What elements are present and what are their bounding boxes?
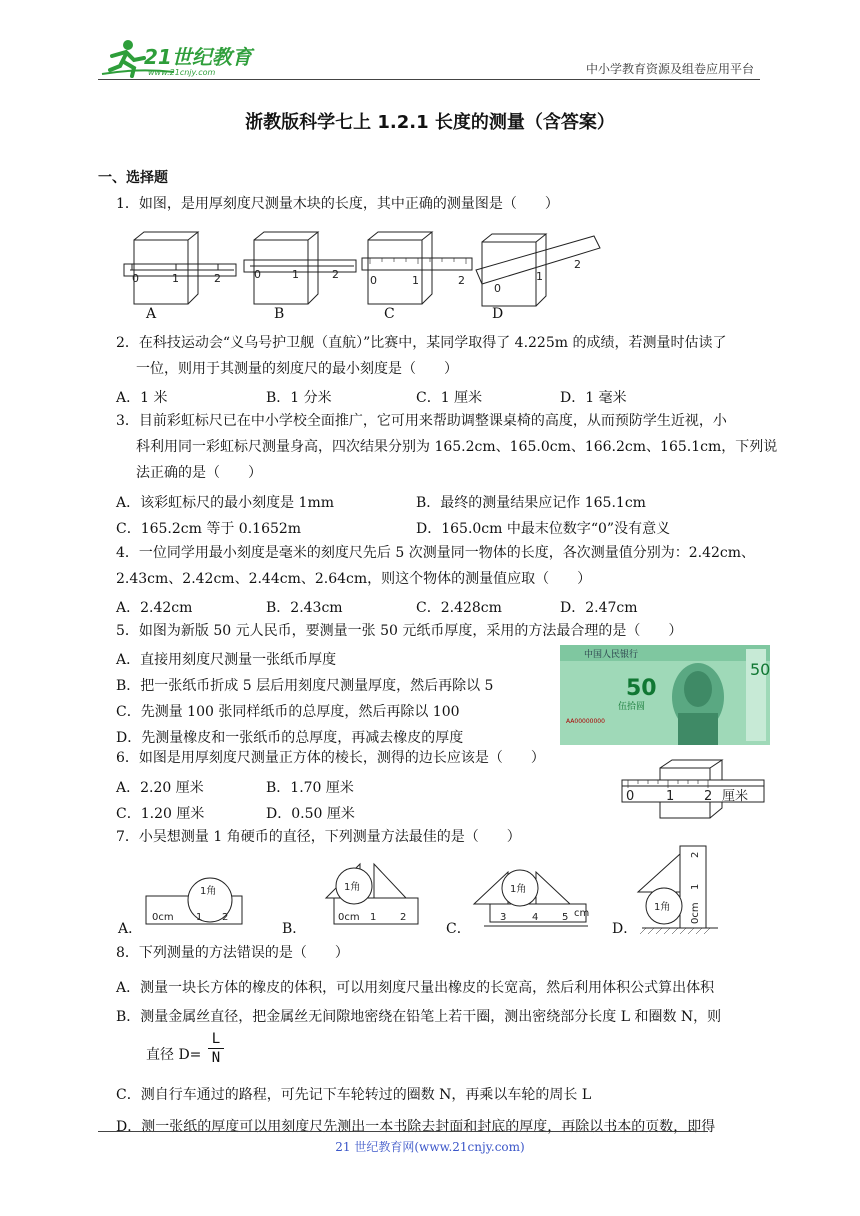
q7-a-tick-2: 2: [222, 912, 229, 923]
q6-option-d: D．0.50 厘米: [266, 806, 355, 822]
q4-option-d: D．2.47cm: [560, 600, 638, 616]
banknote-value: 50: [626, 676, 657, 701]
logo: [98, 38, 258, 80]
q7-coin-a: 1角: [200, 886, 217, 897]
header-divider: [98, 79, 760, 80]
svg-text:50: 50: [750, 660, 770, 679]
q7-coin-d: 1角: [654, 902, 671, 913]
q6-ruler-figure: [618, 758, 768, 822]
q8-line1: 8．下列测量的方法错误的是（ ）: [116, 945, 349, 961]
q1-label-d: D: [492, 306, 504, 322]
q8-option-a: A．测量一块长方体的橡皮的体积，可以用刻度尺量出橡皮的长宽高，然后利用体积公式算出体积: [116, 980, 715, 996]
banknote-words: 伍拾圆: [618, 702, 646, 712]
q2-option-c: C．1 厘米: [416, 390, 483, 406]
q2-option-a: A．1 米: [116, 390, 168, 406]
q5-option-a: A．直接用刻度尺测量一张纸币厚度: [116, 652, 337, 668]
q1-figure: [122, 228, 622, 328]
svg-text:1: 1: [536, 270, 543, 283]
q7-a-tick-1: 1: [196, 912, 203, 923]
q6-tick-1: 1: [666, 789, 675, 804]
banknote-serial: AA00000000: [566, 718, 605, 725]
q8-option-b-line1: B．测量金属丝直径，把金属丝无间隙地密绕在铅笔上若干圈，测出密绕部分长度 L 和圈数 N，则: [116, 1009, 722, 1025]
svg-text:2: 2: [574, 258, 581, 271]
q5-option-c: C．先测量 100 张同样纸币的总厚度，然后再除以 100: [116, 704, 460, 720]
q1-label-c: C: [384, 306, 395, 322]
q8-option-d: D．测一张纸的厚度可以用刻度尺先测出一本书除去封面和封底的厚度，再除以书本的页数，即得: [116, 1119, 716, 1135]
q7-a-tick-0: 0cm: [152, 912, 174, 923]
q3-option-a: A．该彩虹标尺的最小刻度是 1mm: [116, 495, 335, 511]
q4-option-a: A．2.42cm: [116, 600, 193, 616]
q7-b-tick-0: 0cm: [338, 912, 360, 923]
svg-text:1: 1: [412, 274, 419, 287]
q7-coin-b: 1角: [344, 882, 361, 893]
q7-label-a: A．: [118, 921, 143, 937]
q1-label-b: B: [274, 306, 285, 322]
q7-c-tick-0: 3: [500, 912, 507, 923]
q7-coin-c: 1角: [510, 884, 527, 895]
q2-line1: 2．在科技运动会“义乌号护卫舰（直航）”比赛中，某同学取得了 4.225m 的成绩，若测量时估读了: [116, 335, 727, 351]
q7-label-c: C．: [446, 921, 471, 937]
runner-logo-icon: [98, 38, 258, 80]
q1-text: 1．如图，是用厚刻度尺测量木块的长度，其中正确的测量图是（ ）: [116, 196, 559, 212]
banknote-bank: 中国人民银行: [584, 650, 639, 660]
q2-option-b: B．1 分米: [266, 390, 332, 406]
q8-fraction-numerator: L: [211, 1031, 221, 1047]
q7-figure: [138, 844, 778, 936]
q8-option-b-line2: 直径 D=: [146, 1047, 202, 1063]
footer-divider: [98, 1131, 708, 1132]
q8-fraction: [208, 1030, 224, 1067]
q4-line2: 2.43cm、2.42cm、2.44cm、2.64cm，则这个物体的测量值应取（ ）: [116, 571, 592, 587]
svg-text:0: 0: [370, 274, 377, 287]
q7-c-tick-2: 5: [562, 912, 569, 923]
q7-label-d: D．: [612, 921, 638, 937]
q2-option-d: D．1 毫米: [560, 390, 627, 406]
banknote-image: [560, 645, 770, 745]
footer-text: 21 世纪教育网(www.21cnjy.com): [335, 1140, 525, 1154]
page-title: 浙教版科学七上 1.2.1 长度的测量（含答案）: [245, 112, 615, 133]
q7-d-tick-0: 0cm: [690, 902, 701, 924]
q7-label-b: B．: [282, 921, 307, 937]
svg-text:0: 0: [494, 282, 501, 295]
logo-url: www.21cnjy.com: [148, 68, 216, 77]
q4-option-c: C．2.428cm: [416, 600, 502, 616]
svg-text:2: 2: [458, 274, 465, 287]
q5-option-b: B．把一张纸币折成 5 层后用刻度尺测量厚度，然后再除以 5: [116, 678, 494, 694]
q6-tick-0: 0: [626, 789, 635, 804]
q7-c-unit: cm: [574, 908, 590, 919]
svg-text:1: 1: [292, 268, 299, 281]
q7-c-tick-1: 4: [532, 912, 539, 923]
svg-text:0: 0: [254, 268, 261, 281]
q7-d-tick-1: 1: [690, 883, 701, 890]
svg-text:2: 2: [214, 272, 221, 285]
q4-option-b: B．2.43cm: [266, 600, 343, 616]
q3-line2: 科利用同一彩虹标尺测量身高，四次结果分别为 165.2cm、165.0cm、166.2cm、165.1cm，下列说: [136, 439, 778, 455]
q3-option-d: D．165.0cm 中最末位数字“0”没有意义: [416, 521, 671, 537]
q5-option-d: D．先测量橡皮和一张纸币的总厚度，再减去橡皮的厚度: [116, 730, 464, 746]
q6-option-a: A．2.20 厘米: [116, 780, 204, 796]
q8-fraction-denominator: N: [208, 1048, 224, 1067]
q6-option-c: C．1.20 厘米: [116, 806, 205, 822]
q3-line3: 法正确的是（ ）: [136, 465, 262, 481]
q3-option-c: C．165.2cm 等于 0.1652m: [116, 521, 302, 537]
logo-text: 21世纪教育: [144, 45, 252, 69]
q4-line1: 4．一位同学用最小刻度是毫米的刻度尺先后 5 次测量同一物体的长度，各次测量值分别为：2.42cm、: [116, 545, 756, 561]
svg-text:0: 0: [132, 272, 139, 285]
q1-label-a: A: [146, 306, 157, 322]
q6-line1: 6．如图是用厚刻度尺测量正方体的棱长，测得的边长应该是（ ）: [116, 750, 545, 766]
header-platform-text: 中小学教育资源及组卷应用平台: [585, 62, 754, 76]
q5-line1: 5．如图为新版 50 元人民币，要测量一张 50 元纸币厚度，采用的方法最合理的是（ ）: [116, 623, 683, 639]
q7-line1: 7．小吴想测量 1 角硬币的直径，下列测量方法最佳的是（ ）: [116, 829, 521, 845]
q7-b-tick-1: 1: [370, 912, 377, 923]
q2-line2: 一位，则用于其测量的刻度尺的最小刻度是（ ）: [136, 361, 458, 377]
q7-b-tick-2: 2: [400, 912, 407, 923]
q3-option-b: B．最终的测量结果应记作 165.1cm: [416, 495, 646, 511]
svg-text:1: 1: [172, 272, 179, 285]
q8-option-c: C．测自行车通过的路程，可先记下车轮转过的圈数 N，再乘以车轮的周长 L: [116, 1087, 592, 1103]
q7-d-tick-2: 2: [690, 851, 701, 858]
section-heading: 一、选择题: [98, 170, 168, 186]
svg-text:2: 2: [332, 268, 339, 281]
q3-line1: 3．目前彩虹标尺已在中小学校全面推广，它可用来帮助调整课桌椅的高度，从而预防学生近视，小: [116, 413, 727, 429]
q6-tick-2: 2: [704, 789, 713, 804]
q6-unit: 厘米: [722, 789, 749, 804]
q6-option-b: B．1.70 厘米: [266, 780, 354, 796]
